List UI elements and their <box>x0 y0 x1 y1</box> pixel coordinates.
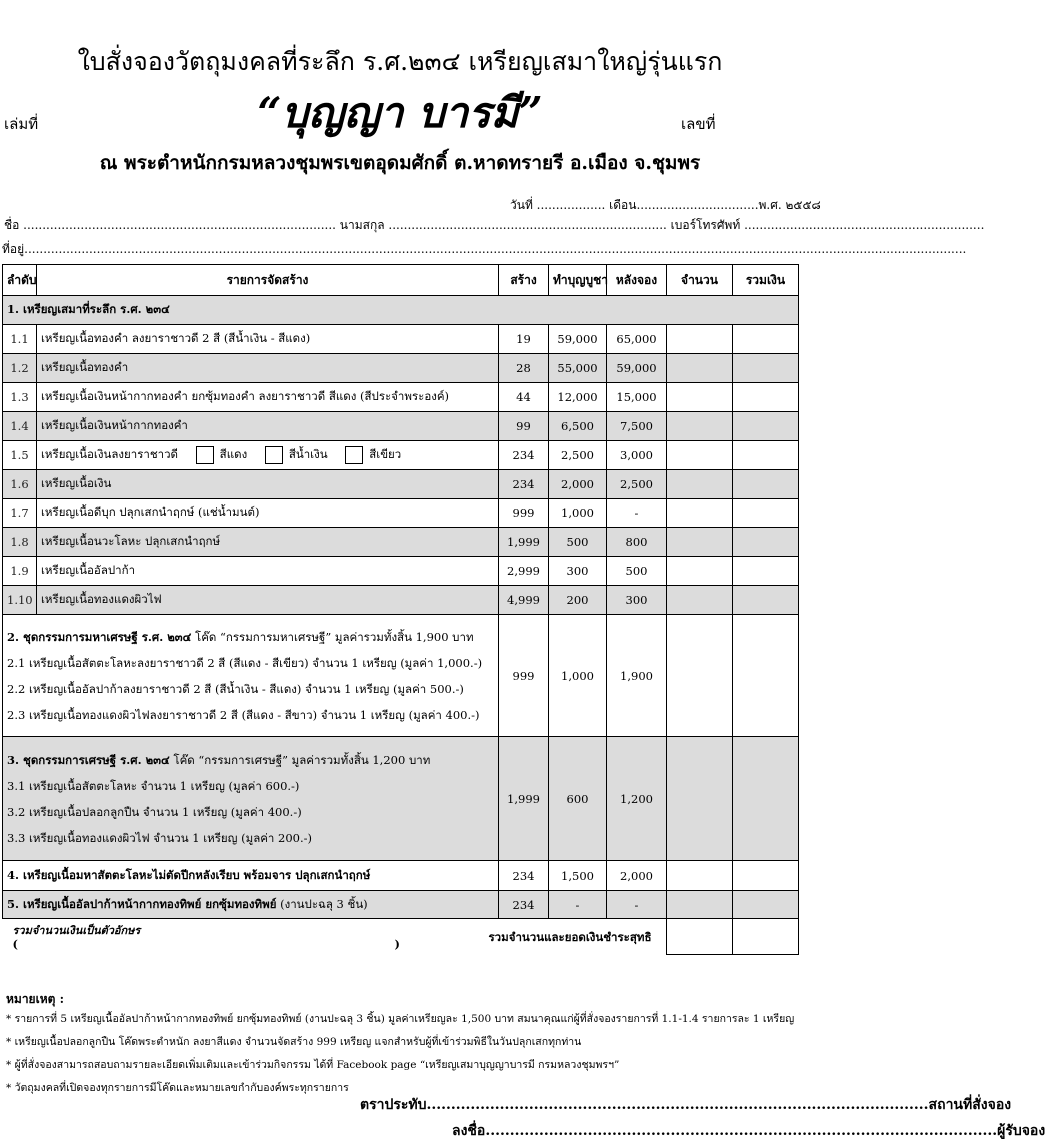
col-total: รวมเงิน <box>733 265 799 296</box>
table-row <box>3 528 799 557</box>
row-item: เหรียญเนื้อเงินหน้ากากทองคำ ยกซุ้มทองคำ ลงยาราชาวดี สีแดง (สีประจำพระองค์) <box>37 383 499 412</box>
total-cell[interactable] <box>733 383 799 412</box>
section2-desc: โค๊ด “กรรมการมหาเศรษฐี” มูลค่ารวมทั้งสิ้น 1,900 บาท <box>191 629 474 644</box>
stamp-line[interactable] <box>360 1094 1011 1116</box>
row-no: 1.1 <box>3 325 37 354</box>
section5-note: (งานปะฉลุ 3 ชิ้น) <box>276 896 368 911</box>
total-cell[interactable] <box>733 441 799 470</box>
note-item: * เหรียญเนื้อปลอกลูกปืน โค๊ดพระตำหนัก ลงยาสีแดง จำนวนจัดสร้าง 999 เหรียญ แจกสำหรับผู้ที่เข้าร่วมพิธีในวันปลุกเสกทุกท่าน <box>6 1036 582 1048</box>
total-words-cell <box>3 919 667 955</box>
table-row <box>3 557 799 586</box>
row-no: 1.2 <box>3 354 37 383</box>
row-no: 1.3 <box>3 383 37 412</box>
row-item <box>37 441 499 470</box>
row-after: 2,500 <box>607 470 667 499</box>
total-cell[interactable] <box>733 861 799 891</box>
section2-title: 2. ชุดกรรมการมหาเศรษฐี ร.ศ. ๒๓๔ <box>7 629 192 644</box>
net-total-cell[interactable] <box>733 919 799 955</box>
row-no: 1.7 <box>3 499 37 528</box>
row-built: 99 <box>499 412 549 441</box>
row-built: 234 <box>499 470 549 499</box>
notes-title: หมายเหตุ : <box>6 992 65 1006</box>
sign-line[interactable] <box>452 1120 1045 1142</box>
row-donation: 55,000 <box>549 354 607 383</box>
date-line[interactable]: วันที่ .................. เดือน................................พ.ศ. ๒๕๕๘ <box>510 198 821 212</box>
col-after: หลังจอง <box>607 265 667 296</box>
section5-built: 234 <box>499 891 549 919</box>
name-line[interactable]: ชื่อ .................................................................................. นามสกุล ......................................................................... เบอร์โทรศัพท์ ............................................................... <box>4 218 985 232</box>
row-item: เหรียญเนื้อเงิน <box>37 470 499 499</box>
col-built: สร้าง <box>499 265 549 296</box>
section2-after: 1,900 <box>607 615 667 737</box>
row-built: 28 <box>499 354 549 383</box>
qty-cell[interactable] <box>667 528 733 557</box>
row-after: 3,000 <box>607 441 667 470</box>
section5-donation: - <box>549 891 607 919</box>
sign-label: ผู้รับจอง <box>997 1123 1045 1139</box>
row-built: 19 <box>499 325 549 354</box>
net-qty-cell[interactable] <box>667 919 733 955</box>
row-item: เหรียญเนื้ออัลปาก้า <box>37 557 499 586</box>
row-donation: 500 <box>549 528 607 557</box>
net-total-label: รวมจำนวนและยอดเงินชำระสุทธิ <box>488 930 652 944</box>
paren-close: ) <box>394 937 400 951</box>
section3-desc: โค๊ด “กรรมการเศรษฐี” มูลค่ารวมทั้งสิ้น 1,200 บาท <box>169 752 431 767</box>
total-cell[interactable] <box>733 470 799 499</box>
section4-donation: 1,500 <box>549 861 607 891</box>
row-donation: 200 <box>549 586 607 615</box>
row-donation: 2,000 <box>549 470 607 499</box>
row-no: 1.4 <box>3 412 37 441</box>
section3-built: 1,999 <box>499 737 549 861</box>
qty-cell[interactable] <box>667 412 733 441</box>
total-row <box>3 919 799 955</box>
col-qty: จำนวน <box>667 265 733 296</box>
table-row <box>3 499 799 528</box>
section5-title: 5. เหรียญเนื้ออัลปาก้าหน้ากากทองทิพย์ ยกซุ้มทองทิพย์ <box>7 896 277 911</box>
section2-item: 2.2 เหรียญเนื้ออัลปาก้าลงยาราชาวดี 2 สี (สีน้ำเงิน - สีแดง) จำนวน 1 เหรียญ (มูลค่า 500.-) <box>7 681 464 696</box>
row-donation: 1,000 <box>549 499 607 528</box>
row-no: 1.5 <box>3 441 37 470</box>
row-item: เหรียญเนื้อเงินหน้ากากทองคำ <box>37 412 499 441</box>
sign-line-text: ลงชื่อ......................................................................................................... <box>452 1123 998 1139</box>
section2-item: 2.3 เหรียญเนื้อทองแดงผิวไฟลงยาราชาวดี 2 สี (สีแดง - สีขาว) จำนวน 1 เหรียญ (มูลค่า 400.-) <box>7 707 480 722</box>
qty-cell[interactable] <box>667 354 733 383</box>
section4-title: 4. เหรียญเนื้อมหาสัตตะโลหะไม่ตัดปีกหลังเรียบ พร้อมจาร ปลุกเสกนำฤกษ์ <box>3 861 499 891</box>
table-row <box>3 441 799 470</box>
row-built: 44 <box>499 383 549 412</box>
table-row <box>3 325 799 354</box>
col-no: ลำดับ <box>3 265 37 296</box>
section2-row <box>3 615 799 737</box>
total-cell[interactable] <box>733 499 799 528</box>
stamp-line-text: ตราประทับ....................................................................................................... <box>360 1097 929 1113</box>
option-red-label: สีแดง <box>219 447 248 461</box>
section1-title: 1. เหรียญเสมาที่ระลึก ร.ศ. ๒๓๔ <box>3 296 799 325</box>
section2-cell <box>3 615 499 737</box>
row-no: 1.9 <box>3 557 37 586</box>
section3-title: 3. ชุดกรรมการเศรษฐี ร.ศ. ๒๓๔ <box>7 752 170 767</box>
total-cell[interactable] <box>733 354 799 383</box>
order-table <box>2 264 799 955</box>
address-line[interactable]: ที่อยู่....................................................................................................................................................................................................................................................... <box>2 242 967 256</box>
book-number-label: เล่มที่ <box>4 115 39 133</box>
qty-cell[interactable] <box>667 441 733 470</box>
section4-row <box>3 861 799 891</box>
row-after: 300 <box>607 586 667 615</box>
checkbox-red[interactable] <box>196 446 214 464</box>
row-after: 15,000 <box>607 383 667 412</box>
section5-row <box>3 891 799 919</box>
section5-after: - <box>607 891 667 919</box>
qty-cell[interactable] <box>667 891 733 919</box>
row-after: 7,500 <box>607 412 667 441</box>
row-after: 500 <box>607 557 667 586</box>
total-cell[interactable] <box>733 557 799 586</box>
total-cell[interactable] <box>733 528 799 557</box>
option-blue-label: สีน้ำเงิน <box>288 447 328 461</box>
stamp-label: สถานที่สั่งจอง <box>928 1097 1012 1113</box>
option-green-label: สีเขียว <box>369 447 402 461</box>
row-no: 1.6 <box>3 470 37 499</box>
row-item-label: เหรียญเนื้อเงินลงยาราชาวดี <box>41 447 179 461</box>
paren-open: ( <box>12 937 18 951</box>
form-number-label: เลขที่ <box>681 115 716 133</box>
total-cell[interactable] <box>733 615 799 737</box>
row-donation: 300 <box>549 557 607 586</box>
row-donation: 2,500 <box>549 441 607 470</box>
total-cell[interactable] <box>733 891 799 919</box>
section4-after: 2,000 <box>607 861 667 891</box>
row-after: 65,000 <box>607 325 667 354</box>
total-words-label: รวมจำนวนเงินเป็นตัวอักษร <box>12 924 141 937</box>
section3-after: 1,200 <box>607 737 667 861</box>
location-text: ณ พระตำหนักกรมหลวงชุมพรเขตอุดมศักดิ์ ต.หาดทรายรี อ.เมือง จ.ชุมพร <box>99 152 701 174</box>
section2-item: 2.1 เหรียญเนื้อสัตตะโลหะลงยาราชาวดี 2 สี (สีแดง - สีเขียว) จำนวน 1 เหรียญ (มูลค่า 1,000.-) <box>7 655 483 670</box>
table-row <box>3 354 799 383</box>
total-cell[interactable] <box>733 586 799 615</box>
col-item: รายการจัดสร้าง <box>37 265 499 296</box>
col-donation: ทำบุญบูชา <box>549 265 607 296</box>
row-built: 234 <box>499 441 549 470</box>
qty-cell[interactable] <box>667 325 733 354</box>
checkbox-blue[interactable] <box>265 446 283 464</box>
qty-cell[interactable] <box>667 861 733 891</box>
table-row <box>3 470 799 499</box>
qty-cell[interactable] <box>667 737 733 861</box>
row-donation: 6,500 <box>549 412 607 441</box>
qty-cell[interactable] <box>667 615 733 737</box>
row-built: 1,999 <box>499 528 549 557</box>
note-item: * รายการที่ 5 เหรียญเนื้ออัลปาก้าหน้ากากทองทิพย์ ยกซุ้มทองทิพย์ (งานปะฉลุ 3 ชิ้น) มูลค่าเหรียญละ 1,500 บาท สมนาคุณแก่ผู้ที่สั่งจองรายการที่ 1.1-1.4 รายการละ 1 เหรียญ <box>6 1013 795 1025</box>
row-no: 1.8 <box>3 528 37 557</box>
note-item: * ผู้ที่สั่งจองสามารถสอบถามรายละเอียดเพิ่มเติมและเข้าร่วมกิจกรรม ได้ที่ Facebook page “เหรียญเสมาบุญญาบารมี กรมหลวงชุมพรฯ” <box>6 1059 620 1071</box>
section3-heading <box>7 747 494 773</box>
total-cell[interactable] <box>733 412 799 441</box>
row-item: เหรียญเนื้อทองคำ ลงยาราชาวดี 2 สี (สีน้ำเงิน - สีแดง) <box>37 325 499 354</box>
row-item: เหรียญเนื้อดีบุก ปลุกเสกนำฤกษ์ (แช่น้ำมนต์) <box>37 499 499 528</box>
total-cell[interactable] <box>733 737 799 861</box>
row-after: - <box>607 499 667 528</box>
row-donation: 59,000 <box>549 325 607 354</box>
section4-built: 234 <box>499 861 549 891</box>
section3-item: 3.3 เหรียญเนื้อทองแดงผิวไฟ จำนวน 1 เหรียญ (มูลค่า 200.-) <box>7 830 313 845</box>
section3-donation: 600 <box>549 737 607 861</box>
section2-heading <box>7 624 494 650</box>
qty-cell[interactable] <box>667 383 733 412</box>
row-built: 4,999 <box>499 586 549 615</box>
section5-cell <box>3 891 499 919</box>
qty-cell[interactable] <box>667 499 733 528</box>
section2-donation: 1,000 <box>549 615 607 737</box>
note-item: * วัตถุมงคลที่เปิดจองทุกรายการมีโค๊ดและหมายเลขกำกับองค์พระทุกรายการ <box>6 1082 349 1094</box>
form-subtitle: “บุญญา บารมี” <box>257 88 543 137</box>
section3-item: 3.2 เหรียญเนื้อปลอกลูกปืน จำนวน 1 เหรียญ (มูลค่า 400.-) <box>7 804 302 819</box>
checkbox-green[interactable] <box>345 446 363 464</box>
section3-cell <box>3 737 499 861</box>
row-donation: 12,000 <box>549 383 607 412</box>
row-after: 800 <box>607 528 667 557</box>
row-built: 2,999 <box>499 557 549 586</box>
section1-row <box>3 296 799 325</box>
row-item: เหรียญเนื้อนวะโลหะ ปลุกเสกนำฤกษ์ <box>37 528 499 557</box>
row-built: 999 <box>499 499 549 528</box>
row-no: 1.10 <box>3 586 37 615</box>
table-row <box>3 586 799 615</box>
form-title: ใบสั่งจองวัตถุมงคลที่ระลึก ร.ศ.๒๓๔ เหรียญเสมาใหญ่รุ่นแรก <box>77 47 723 76</box>
table-row <box>3 383 799 412</box>
qty-cell[interactable] <box>667 470 733 499</box>
section2-built: 999 <box>499 615 549 737</box>
section3-item: 3.1 เหรียญเนื้อสัตตะโลหะ จำนวน 1 เหรียญ (มูลค่า 600.-) <box>7 778 300 793</box>
notes-section <box>6 990 796 1100</box>
row-item: เหรียญเนื้อทองแดงผิวไฟ <box>37 586 499 615</box>
total-cell[interactable] <box>733 325 799 354</box>
qty-cell[interactable] <box>667 586 733 615</box>
table-header-row <box>3 265 799 296</box>
section3-row <box>3 737 799 861</box>
row-after: 59,000 <box>607 354 667 383</box>
table-row <box>3 412 799 441</box>
row-item: เหรียญเนื้อทองคำ <box>37 354 499 383</box>
qty-cell[interactable] <box>667 557 733 586</box>
